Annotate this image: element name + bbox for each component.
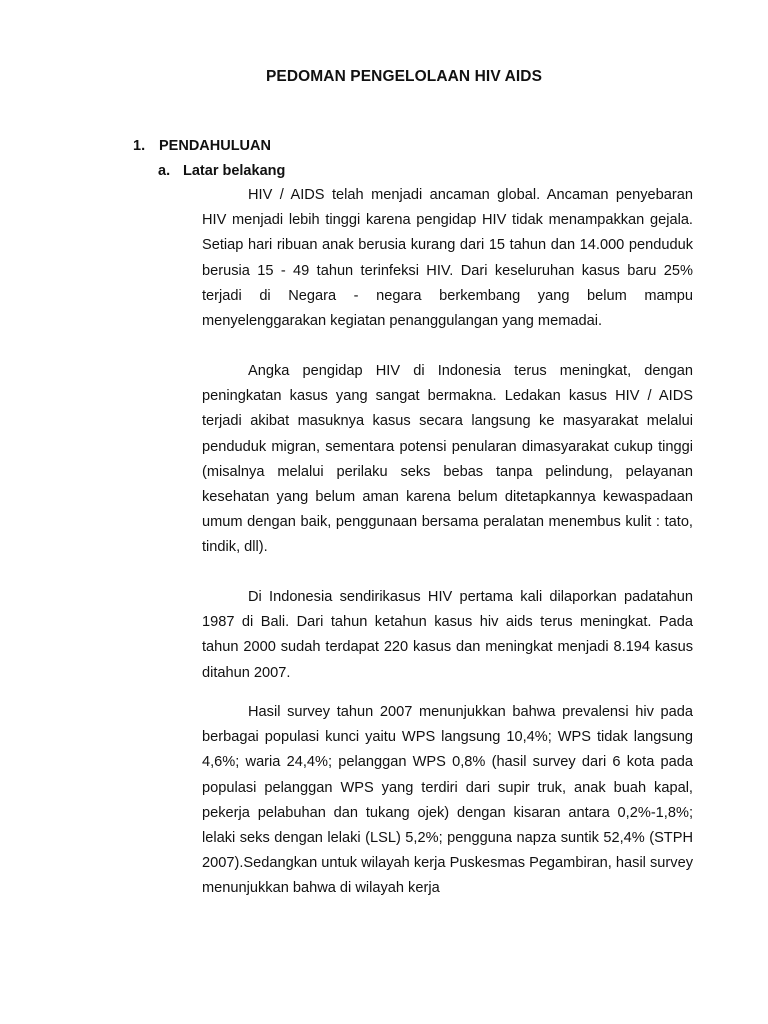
subsection-heading (158, 163, 285, 179)
paragraph-3: Di Indonesia sendirikasus HIV pertama kali dilaporkan padatahun 1987 di Bali. Dari tahun ketahun kasus hiv aids terus meningkat. Pada tahun 2000 sudah terdapat 220 kasus dan meningkat menjadi 8.194 kasus ditahun 2007. (202, 589, 693, 681)
section-heading (133, 138, 271, 154)
paragraph-1: HIV / AIDS telah menjadi ancaman global. Ancaman penyebaran HIV menjadi lebih tinggi karena pengidap HIV tidak menampakkan gejala. Setiap hari ribuan anak berusia kurang dari 15 tahun dan 14.000 penduduk berusia 15 - 49 tahun terinfeksi HIV. Dari keseluruhan kasus baru 25% terjadi di Negara - negara berkembang yang belum mampu menyelenggarakan kegiatan penanggulangan yang memadai. (202, 187, 693, 330)
paragraph-2: Angka pengidap HIV di Indonesia terus meningkat, dengan peningkatan kasus yang sangat bermakna. Ledakan kasus HIV / AIDS terjadi akibat masuknya kasus secara langsung ke masyarakat melalui penduduk migran, sementara potensi penularan dimasyarakat cukup tinggi (misalnya melalui perilaku seks bebas tanpa pelindung, pelayanan kesehatan yang belum aman karena belum ditetapkannya kewaspadaan umum dengan baik, penggunaan bersama peralatan menembus kulit : tato, tindik, dll). (202, 363, 693, 556)
section-label: PENDAHULUAN (159, 138, 271, 154)
section-number: 1. (133, 138, 146, 154)
document-title: PEDOMAN PENGELOLAAN HIV AIDS (265, 68, 543, 85)
subsection-label: Latar belakang (183, 163, 286, 179)
subsection-number: a. (158, 163, 171, 179)
paragraph-4: Hasil survey tahun 2007 menunjukkan bahwa prevalensi hiv pada berbagai populasi kunci yaitu WPS langsung 10,4%; WPS tidak langsung 4,6%; waria 24,4%; pelanggan WPS 0,8% (hasil survey dari 6 kota pada populasi pelanggan WPS yang terdiri dari supir truk, anak buah kapal, pekerja pelabuhan dan tukang ojek) dengan kisaran antara 0,2%-1,8%; lelaki seks dengan lelaki (LSL) 5,2%; pengguna napza suntik 52,4% (STPH 2007).Sedangkan untuk wilayah kerja Puskesmas Pegambiran, hasil survey menunjukkan bahwa di wilayah kerja (202, 704, 693, 897)
